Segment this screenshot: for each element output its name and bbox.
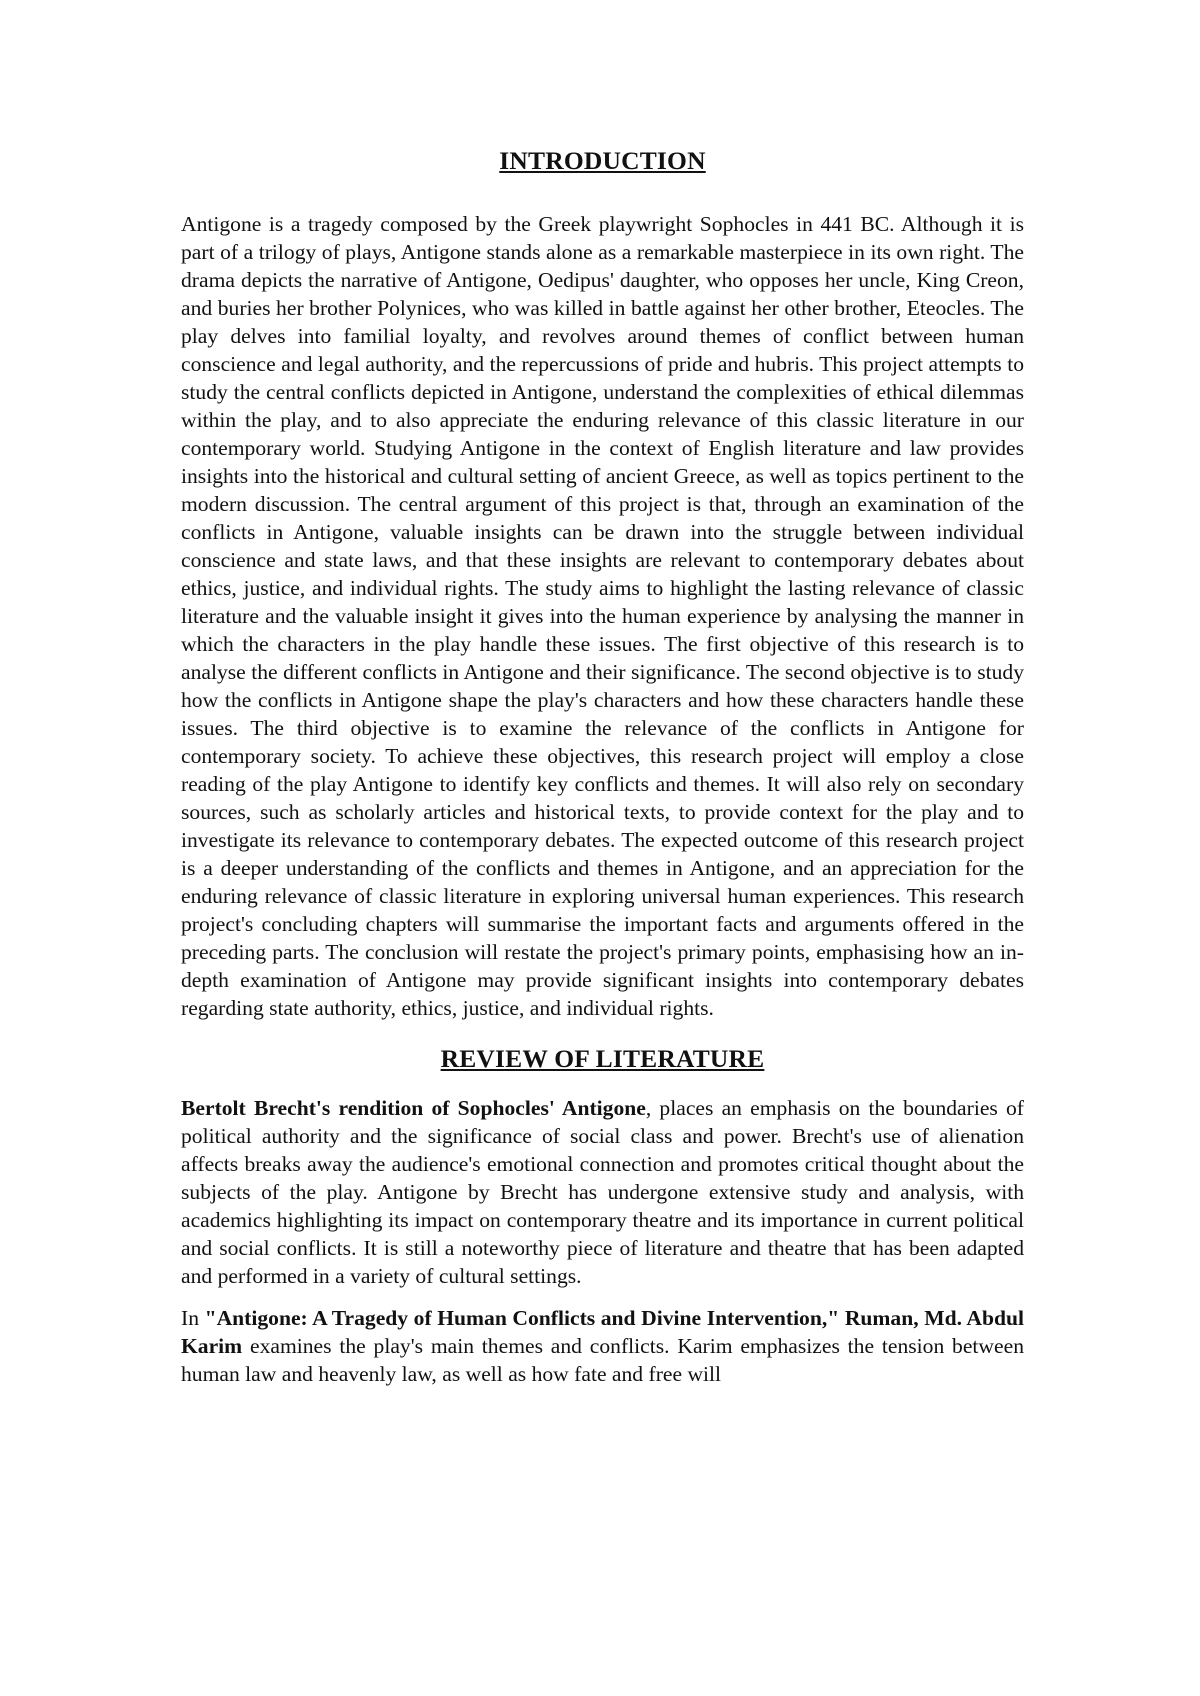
- document-page: [181, 146, 1024, 1388]
- karim-body: examines the play's main themes and conflicts. Karim emphasizes the tension between human law and heavenly law, as well as how fate and free will: [181, 1334, 1024, 1386]
- review-of-literature-heading: REVIEW OF LITERATURE: [440, 1044, 765, 1073]
- karim-title: "Antigone: A Tragedy of Human Conflicts and Divine Intervention," Ruman, Md. Abdul Karim: [181, 1306, 1025, 1358]
- karim-lead: In: [181, 1306, 205, 1330]
- introduction-paragraph: Antigone is a tragedy composed by the Greek playwright Sophocles in 441 BC. Although it is part of a trilogy of plays, Antigone stands alone as a remarkable masterpiece in its own right. The drama depicts the narrative of Antigone, Oedipus' daughter, who opposes her uncle, King Creon, and buries her brother Polynices, who was killed in battle against her other brother, Eteocles. The play delves into familial loyalty, and revolves around themes of conflict between human conscience and legal authority, and the repercussions of pride and hubris. This project attempts to study the central conflicts depicted in Antigone, understand the complexities of ethical dilemmas within the play, and to also appreciate the enduring relevance of this classic literature in our contemporary world. Studying Antigone in the context of English literature and law provides insights into the historical and cultural setting of ancient Greece, as well as topics pertinent to the modern discussion. The central argument of this project is that, through an examination of the conflicts in Antigone, valuable insights can be drawn into the struggle between individual conscience and state laws, and that these insights are relevant to contemporary debates about ethics, justice, and individual rights. The study aims to highlight the lasting relevance of classic literature and the valuable insight it gives into the human experience by analysing the manner in which the characters in the play handle these issues. The first objective of this research is to analyse the different conflicts in Antigone and their significance. The second objective is to study how the conflicts in Antigone shape the play's characters and how these characters handle these issues. The third objective is to examine the relevance of the conflicts in Antigone for contemporary society. To achieve these objectives, this research project will employ a close reading of the play Antigone to identify key conflicts and themes. It will also rely on secondary sources, such as scholarly articles and historical texts, to provide context for the play and to investigate its relevance to contemporary debates. The expected outcome of this research project is a deeper understanding of the conflicts and themes in Antigone, and an appreciation for the enduring relevance of classic literature in exploring universal human experiences. This research project's concluding chapters will summarise the important facts and arguments offered in the preceding parts. The conclusion will restate the project's primary points, emphasising how an in-depth examination of Antigone may provide significant insights into contemporary debates regarding state authority, ethics, justice, and individual rights.: [181, 212, 1024, 1020]
- brecht-body: , places an emphasis on the boundaries of political authority and the significance of social class and power. Brecht's use of alienation affects breaks away the audience's emotional connection and promotes critical thought about the subjects of the play. Antigone by Brecht has undergone extensive study and analysis, with academics highlighting its impact on contemporary theatre and its importance in current political and social conflicts. It is still a noteworthy piece of literature and theatre that has been adapted and performed in a variety of cultural settings.: [181, 1096, 1024, 1288]
- review-paragraph-brecht: [181, 1094, 1024, 1290]
- review-paragraph-karim: [181, 1304, 1024, 1388]
- brecht-title: Bertolt Brecht's rendition of Sophocles' Antigone: [181, 1096, 646, 1120]
- introduction-heading: INTRODUCTION: [499, 146, 706, 175]
